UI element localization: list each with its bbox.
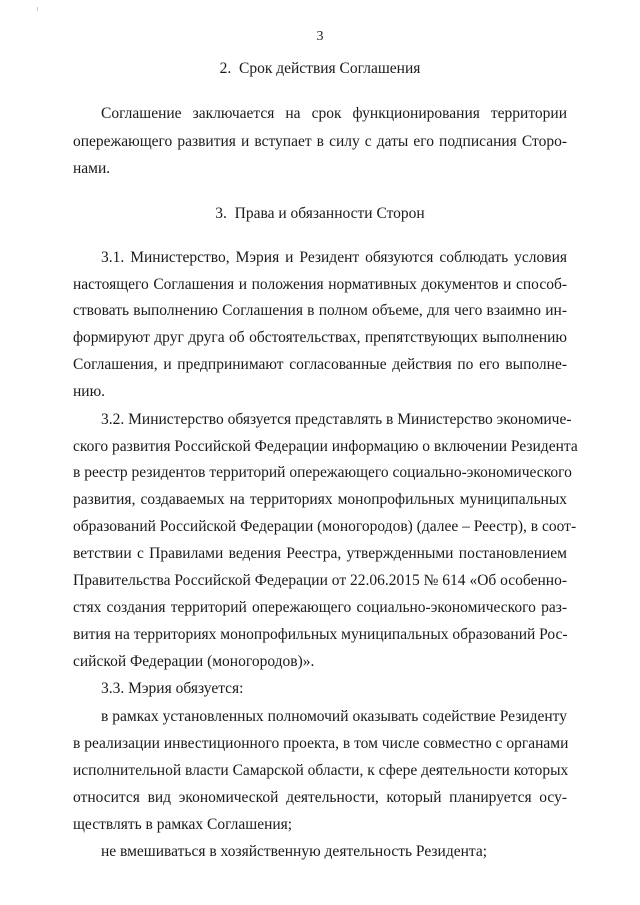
paragraph-line: ского развития Российской Федерации информацию о включении Резидента [73,438,578,455]
scan-mark [37,7,38,11]
paragraph-line: стях создания территорий опережающего социально-экономического раз- [73,599,567,616]
paragraph-line: ществлять в рамках Соглашения; [73,816,293,833]
paragraph-line: вития на территориях монопрофильных муниципальных образований Рос- [73,626,568,643]
paragraph-line: сийской Федерации (моногородов)». [73,653,315,670]
paragraph-line: в рамках установленных полномочий оказывать содействие Резиденту [101,708,567,725]
paragraph-line: ствовать выполнению Соглашения в полном объеме, для чего взаимно ин- [73,302,567,319]
paragraph-line: Соглашение заключается на срок функционирования территории [101,105,567,122]
section-2-heading: 2. Срок действия Соглашения [219,60,421,77]
paragraph-line: относится вид экономической деятельности, который планируется осу- [73,789,567,806]
paragraph-line: ветствии с Правилами ведения Реестра, утвержденными постановлением [73,545,567,562]
paragraph-line: образований Российской Федерации (моногородов) (далее – Реестр), в соот- [73,518,577,535]
paragraph-line: 3.1. Министерство, Мэрия и Резидент обязуются соблюдать условия [101,249,567,266]
paragraph-line: формируют друг друга об обстоятельствах, препятствующих выполнению [73,329,567,346]
section-3-heading: 3. Права и обязанности Сторон [215,205,425,222]
paragraph-line: настоящего Соглашения и положения нормативных документов и способ- [73,276,567,293]
paragraph-line: развития, создаваемых на территориях монопрофильных муниципальных [73,491,567,508]
paragraph-line: не вмешиваться в хозяйственную деятельность Резидента; [101,843,488,860]
paragraph-line: опережающего развития и вступает в силу с даты его подписания Сторо- [73,133,567,150]
paragraph-line: 3.2. Министерство обязуется представлять в Министерство экономиче- [101,411,572,428]
page-number: 3 [316,29,324,44]
paragraph-line: исполнительной власти Самарской области, к сфере деятельности которых [73,762,569,779]
subsection-3-3-heading: 3.3. Мэрия обязуется: [101,680,244,697]
paragraph-line: в реализации инвестиционного проекта, в том числе совместно с органами [73,735,569,752]
paragraph-line: в реестр резидентов территорий опережающего социально-экономического [73,464,572,481]
paragraph-line: Соглашения, и предпринимают согласованные действия по его выполне- [73,356,567,373]
paragraph-line: Правительства Российской Федерации от 22.06.2015 № 614 «Об особенно- [73,572,567,589]
paragraph-line: нами. [73,160,111,177]
paragraph-line: нию. [73,383,106,400]
